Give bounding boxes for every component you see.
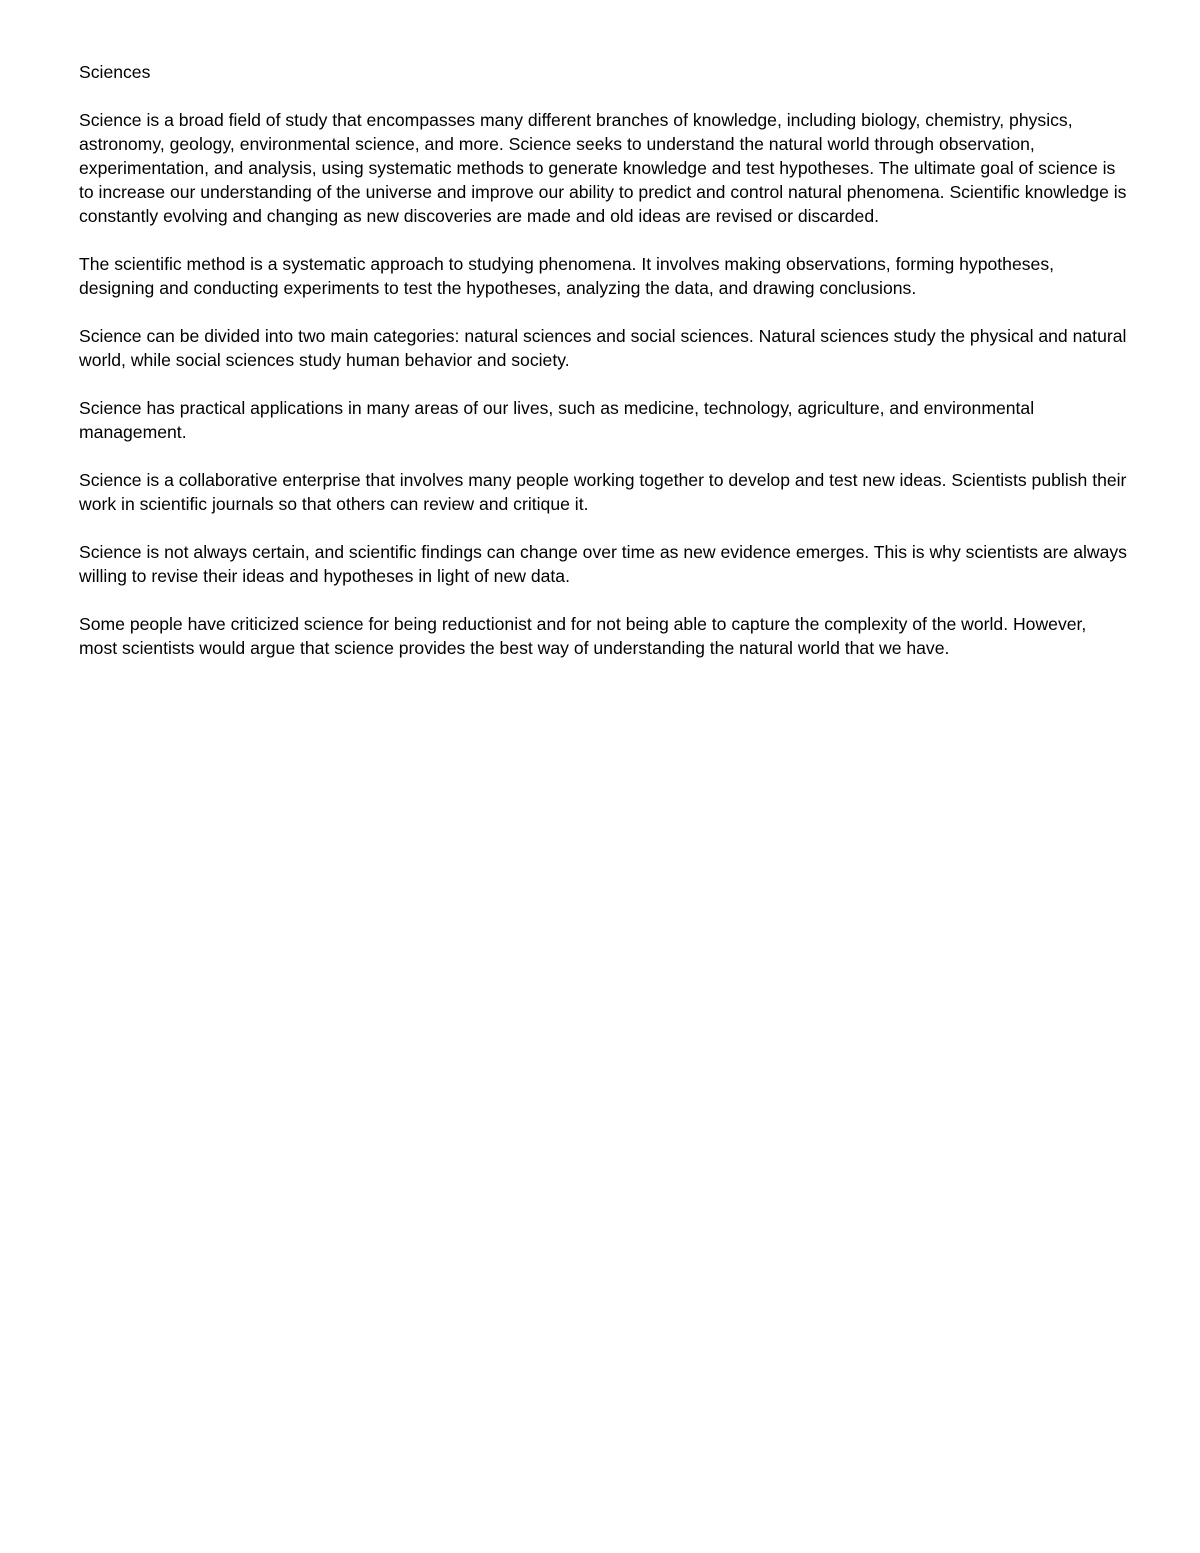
paragraph-collaboration: Science is a collaborative enterprise that involves many people working together to develop and test new ideas. Scientists publish their work in scientific journals so that others can review and critique it. — [79, 470, 1127, 514]
paragraph-uncertainty: Science is not always certain, and scientific findings can change over time as new evidence emerges. This is why scientists are always willing to revise their ideas and hypotheses in light of new data. — [79, 542, 1127, 586]
paragraph-scientific-method: The scientific method is a systematic approach to studying phenomena. It involves making observations, forming hypotheses, designing and conducting experiments to test the hypotheses, analyzing the data, and drawing conclusions. — [79, 254, 1055, 298]
paragraph-applications: Science has practical applications in many areas of our lives, such as medicine, technology, agriculture, and environmental management. — [79, 398, 1035, 442]
document-body — [79, 60, 1129, 684]
paragraph-intro: Science is a broad field of study that encompasses many different branches of knowledge, including biology, chemistry, physics, astronomy, geology, environmental science, and more. Science seeks to understand the natural world through observation, experimentation, and analysis, using systematic methods to generate knowledge and test hypotheses. The ultimate goal of science is to increase our understanding of the universe and improve our ability to predict and control natural phenomena. Scientific knowledge is constantly evolving and changing as new discoveries are made and old ideas are revised or discarded. — [79, 110, 1127, 226]
paragraph-categories: Science can be divided into two main categories: natural sciences and social sciences. Natural sciences study the physical and natural world, while social sciences study human behavior and society. — [79, 326, 1127, 370]
paragraph-criticism: Some people have criticized science for being reductionist and for not being able to capture the complexity of the world. However, most scientists would argue that science provides the best way of understanding the natural world that we have. — [79, 614, 1087, 658]
document-title: Sciences — [79, 62, 151, 82]
